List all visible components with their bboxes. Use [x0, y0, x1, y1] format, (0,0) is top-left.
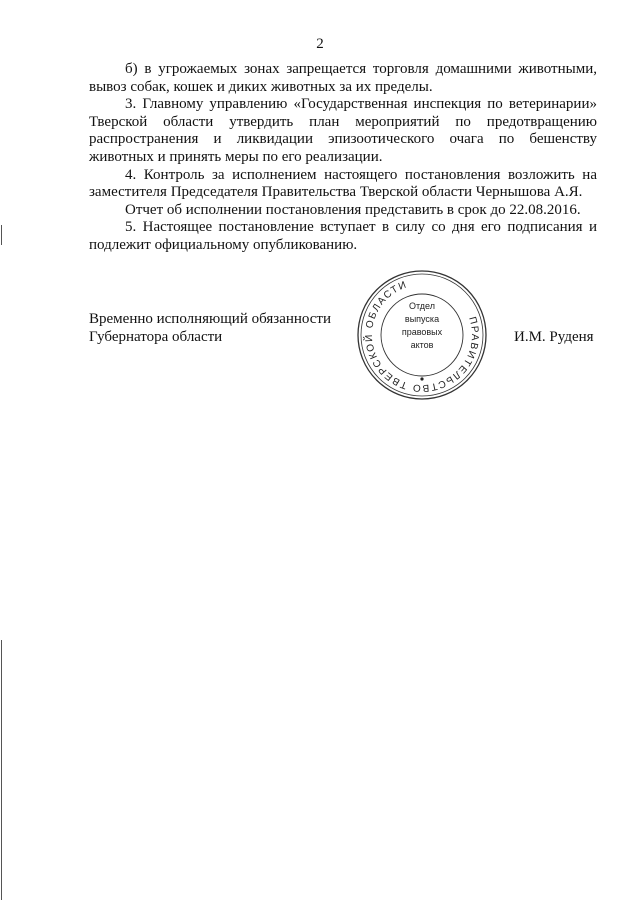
seal-center-line: актов: [410, 340, 434, 350]
document-body: [89, 61, 597, 255]
scan-edge-mark: [1, 640, 2, 900]
scan-edge-mark: [1, 225, 2, 245]
page-number: 2: [316, 36, 324, 52]
signature-name: И.М. Руденя: [514, 329, 594, 345]
seal-center-line: выпуска: [404, 314, 440, 324]
seal-center-text: [383, 300, 461, 352]
signature-position-line1: Временно исполняющий обязанности: [89, 311, 332, 327]
seal-center-line: правовых: [401, 327, 443, 337]
seal-center-line: Отдел: [408, 301, 436, 311]
paragraph-b-restrictions: б) в угрожаемых зонах запрещается торговля домашними животными, вывоз собак, кошек и диких животных за их пределы.: [89, 61, 597, 95]
official-seal: [355, 268, 489, 402]
signature-position: [89, 310, 331, 346]
paragraph-4-control: 4. Контроль за исполнением настоящего постановления возложить на заместителя Председателя Правительства Тверской области Чернышова А.Я.: [89, 166, 597, 201]
paragraph-5-effective: 5. Настоящее постановление вступает в силу со дня его подписания и подлежит официальному опубликованию.: [89, 219, 597, 253]
seal-ring-text: ПРАВИТЕЛЬСТВО ТВЕРСКОЙ ОБЛАСТИ: [363, 279, 481, 394]
signature-position-line2: Губернатора области: [89, 329, 223, 345]
paragraph-report-deadline: Отчет об исполнении постановления представить в срок до 22.08.2016.: [125, 201, 581, 218]
paragraph-3-veterinary-plan: 3. Главному управлению «Государственная инспекция по ветеринарии» Тверской области утвердить план мероприятий по предотвращению распространения и ликвидации эпизоотического очага по бешенству животных и принять меры по его реализации.: [89, 96, 597, 165]
